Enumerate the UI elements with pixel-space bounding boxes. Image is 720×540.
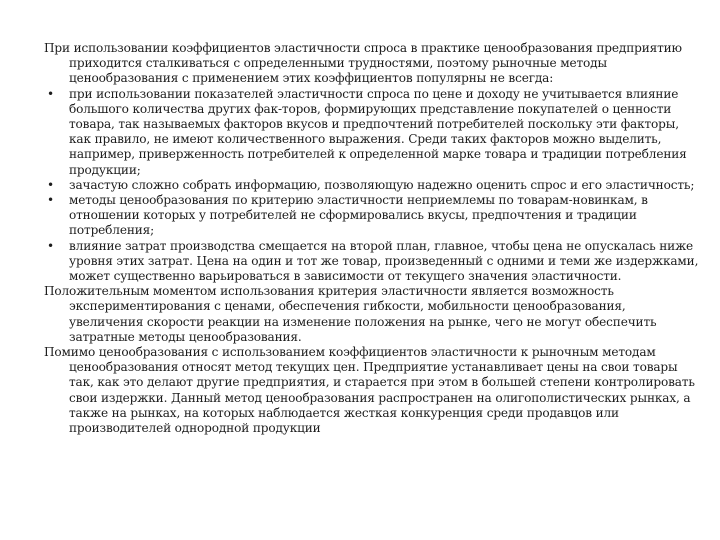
intro-paragraph: При использовании коэффициентов эластичности спроса в практике ценообразования предприятию приходится сталкиваться с определенными трудностями, поэтому рыночные методы ценообразования с применением этих коэффициентов популярны не всегда: <box>44 41 682 86</box>
bullet-icon: • <box>47 238 54 253</box>
bullet-text: зачастую сложно собрать информацию, позволяющую надежно оценить спрос и его эластичность; <box>69 177 695 192</box>
current-prices-paragraph: Помимо ценообразования с использованием коэффициентов эластичности к рыночным методам ценообразования относят метод текущих цен. Предприятие устанавливает цены на свои товары так, как это делают другие предприятия, и старается при этом в большей степени контролировать свои издержки. Данный метод ценообразования распространен на олигополистических рынках, а также на рынках, на которых наблюдается жесткая конкуренция среди продавцов или производителей однородной продукции <box>44 345 695 436</box>
bullet-text: влияние затрат производства смещается на второй план, главное, чтобы цена не опускалась ниже уровня этих затрат. Цена на один и тот же товар, произведенный с одними и теми же издержками, может существенно варьироваться в зависимости от текущего значения эластичности. <box>69 238 699 284</box>
bullet-item <box>44 239 700 285</box>
advantages-paragraph: Положительным моментом использования критерия эластичности является возможность экспериментирования с ценами, обеспечения гибкости, мобильности ценообразования, увеличения скорости реакции на изменение положения на рынке, чего не могут обеспечить затратные методы ценообразования. <box>44 284 657 344</box>
bullet-text: методы ценообразования по критерию эластичности неприемлемы по товарам-новинкам, в отношении которых у потребителей не сформировались вкусы, предпочтения и традиции потребления; <box>69 193 648 238</box>
bullet-list <box>44 87 700 285</box>
bullet-icon: • <box>47 86 54 101</box>
bullet-item <box>44 193 700 239</box>
bullet-item <box>44 87 700 178</box>
document-body <box>44 41 700 436</box>
bullet-text: при использовании показателей эластичности спроса по цене и доходу не учитывается влияние большого количества других фак-торов, формирующих представление покупателей о ценности товара, так называемых факторов вкусов и предпочтений потребителей поскольку эти факторы, как правило, не имеют количественного выражения. Среди таких факторов можно выделить, например, приверженность потребителей к определенной марке товара и традиции потребления продукции; <box>69 86 687 177</box>
bullet-icon: • <box>47 193 54 208</box>
bullet-item <box>44 178 700 193</box>
bullet-icon: • <box>47 177 54 192</box>
